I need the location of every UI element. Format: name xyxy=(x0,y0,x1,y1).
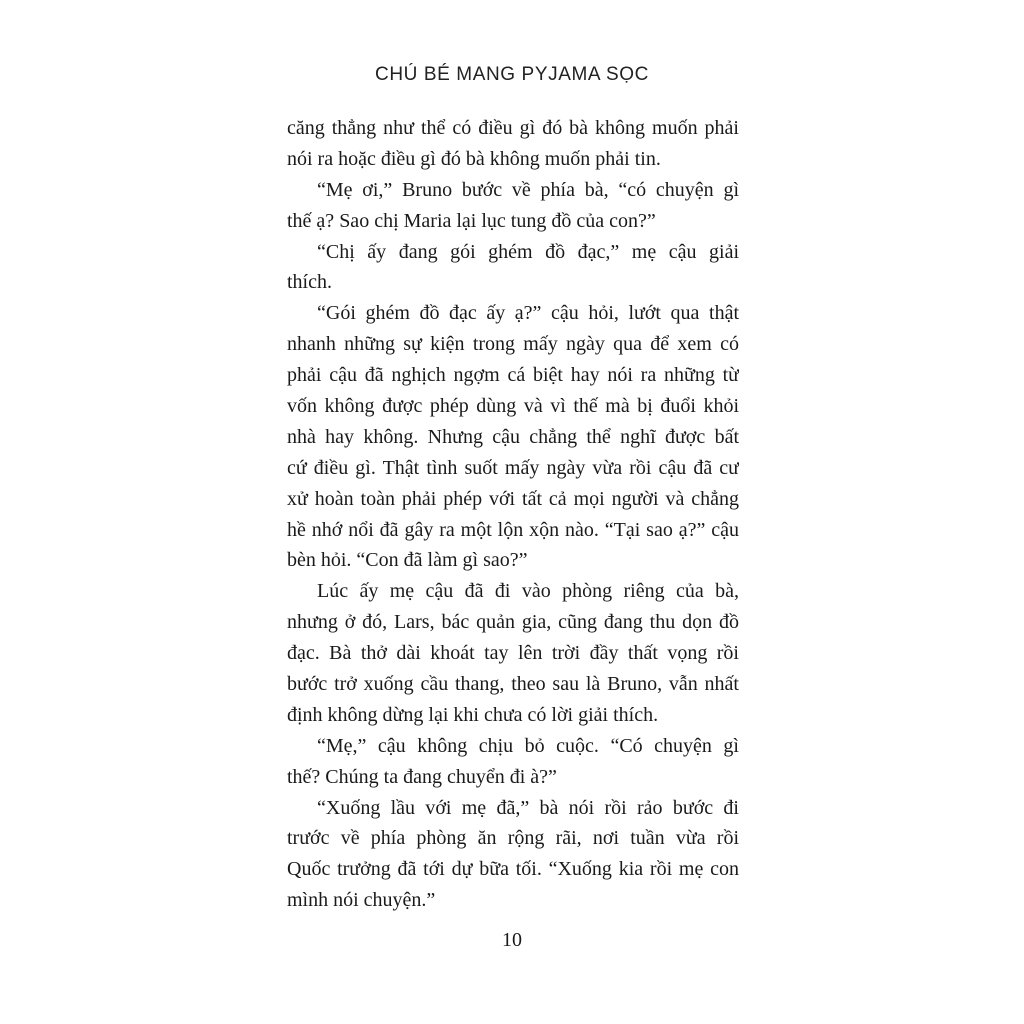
text-line: nhà hay không. Nhưng cậu chẳng thể nghĩ được bất xyxy=(287,425,739,448)
text-line: định không dừng lại khi chưa có lời giải thích. xyxy=(287,703,659,726)
text-line: hề nhớ nổi đã gây ra một lộn xộn nào. “Tại sao ạ?” cậu xyxy=(287,518,739,541)
text-line: phải cậu đã nghịch ngợm cá biệt hay nói ra những từ xyxy=(287,364,739,387)
text-line: nói ra hoặc điều gì đó bà không muốn phải tin. xyxy=(287,147,661,170)
text-line: bước trở xuống cầu thang, theo sau là Bruno, vẫn nhất xyxy=(287,673,739,696)
text-line: nhanh những sự kiện trong mấy ngày qua để xem có xyxy=(287,333,739,356)
text-line: “Mẹ ơi,” Bruno bước về phía bà, “có chuyện gì xyxy=(317,178,739,201)
text-line: “Chị ấy đang gói ghém đồ đạc,” mẹ cậu giải xyxy=(317,240,739,263)
text-line: xử hoàn toàn phải phép với tất cả mọi người và chẳng xyxy=(287,487,739,510)
text-line: “Mẹ,” cậu không chịu bỏ cuộc. “Có chuyện gì xyxy=(317,734,739,757)
page-number: 10 xyxy=(502,929,522,951)
body-text xyxy=(287,113,739,916)
text-line: trước về phía phòng ăn rộng rãi, nơi tuần vừa rồi xyxy=(287,827,739,850)
text-line: thế ạ? Sao chị Maria lại lục tung đồ của con?” xyxy=(287,209,656,232)
text-line: Lúc ấy mẹ cậu đã đi vào phòng riêng của bà, xyxy=(317,580,739,603)
text-line: “Xuống lầu với mẹ đã,” bà nói rồi rảo bước đi xyxy=(317,796,739,819)
text-line: thích. xyxy=(287,271,332,294)
text-line: cứ điều gì. Thật tình suốt mấy ngày vừa rồi cậu đã cư xyxy=(287,456,739,479)
text-line: bèn hỏi. “Con đã làm gì sao?” xyxy=(287,549,528,572)
text-line: căng thẳng như thể có điều gì đó bà không muốn phải xyxy=(287,117,739,139)
text-line: thế? Chúng ta đang chuyển đi à?” xyxy=(287,765,557,788)
running-header: CHÚ BÉ MANG PYJAMA SỌC xyxy=(375,64,649,85)
text-line: nhưng ở đó, Lars, bác quản gia, cũng đang thu dọn đồ xyxy=(287,611,739,634)
text-line: vốn không được phép dùng và vì thế mà bị đuổi khỏi xyxy=(287,395,739,418)
text-line: “Gói ghém đồ đạc ấy ạ?” cậu hỏi, lướt qua thật xyxy=(317,302,739,325)
text-line: Quốc trưởng đã tới dự bữa tối. “Xuống kia rồi mẹ con xyxy=(287,858,739,881)
text-line: đạc. Bà thở dài khoát tay lên trời đầy thất vọng rồi xyxy=(287,642,739,665)
text-line: mình nói chuyện.” xyxy=(287,889,436,912)
